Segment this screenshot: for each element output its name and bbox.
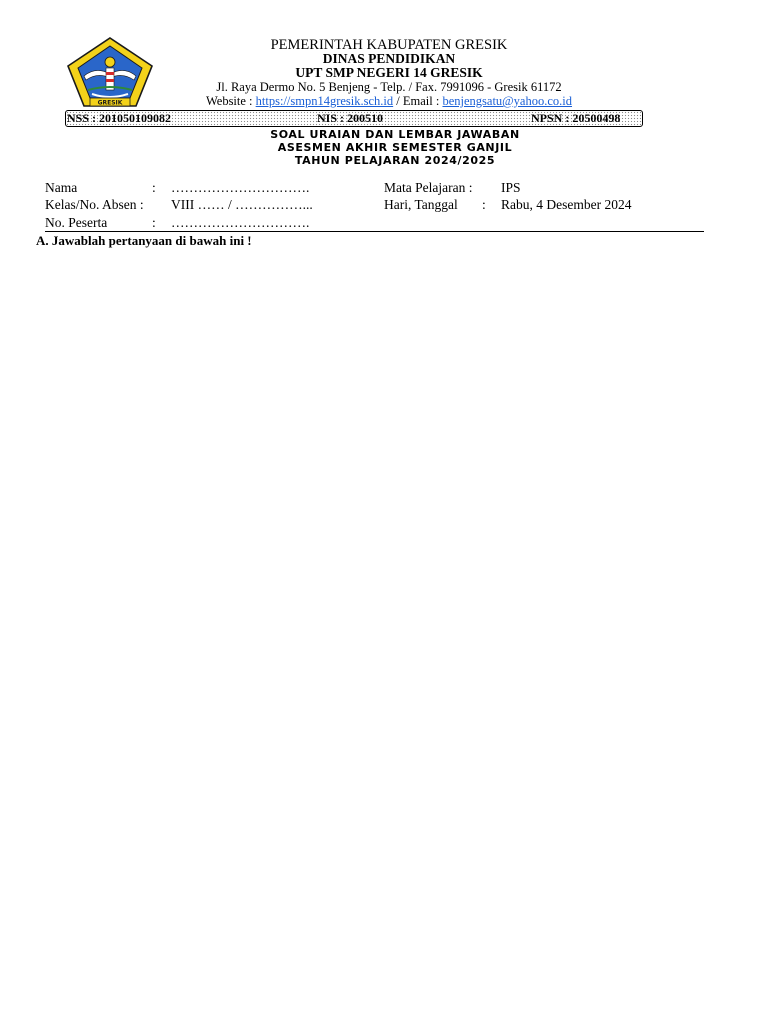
nama-label: Nama — [45, 180, 78, 195]
hari-value: Rabu, 4 Desember 2024 — [501, 197, 632, 212]
logo-banner-text: GRESIK — [97, 99, 123, 107]
hari-label: Hari, Tanggal — [384, 197, 458, 212]
section-a-heading: A. Jawablah pertanyaan di bawah ini ! — [36, 233, 252, 248]
hari-colon: : — [482, 197, 486, 212]
school-logo — [64, 36, 156, 108]
peserta-field[interactable]: …………………………. — [171, 215, 310, 230]
peserta-label: No. Peserta — [45, 215, 108, 230]
header-government: PEMERINTAH KABUPATEN GRESIK — [270, 37, 508, 53]
header-divider — [45, 231, 704, 232]
school-id-bar — [65, 110, 643, 127]
nis-number: NIS : 200510 — [317, 111, 384, 125]
nama-colon: : — [152, 180, 156, 195]
peserta-colon: : — [152, 215, 156, 230]
gresik-regency-emblem-icon — [64, 36, 156, 108]
website-label: Website : — [205, 94, 256, 108]
nama-field[interactable]: …………………………. — [171, 180, 310, 195]
mapel-value: IPS — [501, 180, 521, 195]
header-address: Jl. Raya Dermo No. 5 Benjeng - Telp. / Fax. 7991096 - Gresik 61172 — [216, 80, 562, 94]
email-link[interactable]: benjengsatu@yahoo.co.id — [442, 94, 573, 108]
doc-title-line-2: ASESMEN AKHIR SEMESTER GANJIL — [277, 141, 513, 154]
header-school-name: UPT SMP NEGERI 14 GRESIK — [295, 65, 483, 80]
kelas-label: Kelas/No. Absen : — [45, 197, 144, 212]
npsn-number: NPSN : 20500498 — [531, 111, 621, 125]
doc-title-line-3: TAHUN PELAJARAN 2024/2025 — [294, 154, 496, 167]
header-department: DINAS PENDIDIKAN — [322, 51, 456, 66]
doc-title-line-1: SOAL URAIAN DAN LEMBAR JAWABAN — [270, 128, 520, 141]
kelas-field[interactable]: VIII …… / ……………... — [171, 197, 313, 212]
website-link[interactable]: https://smpn14gresik.sch.id — [255, 94, 394, 108]
nss-number: NSS : 201050109082 — [67, 111, 172, 125]
mapel-label: Mata Pelajaran : — [384, 180, 473, 195]
header-contact — [150, 94, 628, 108]
email-label: / Email : — [393, 94, 443, 108]
